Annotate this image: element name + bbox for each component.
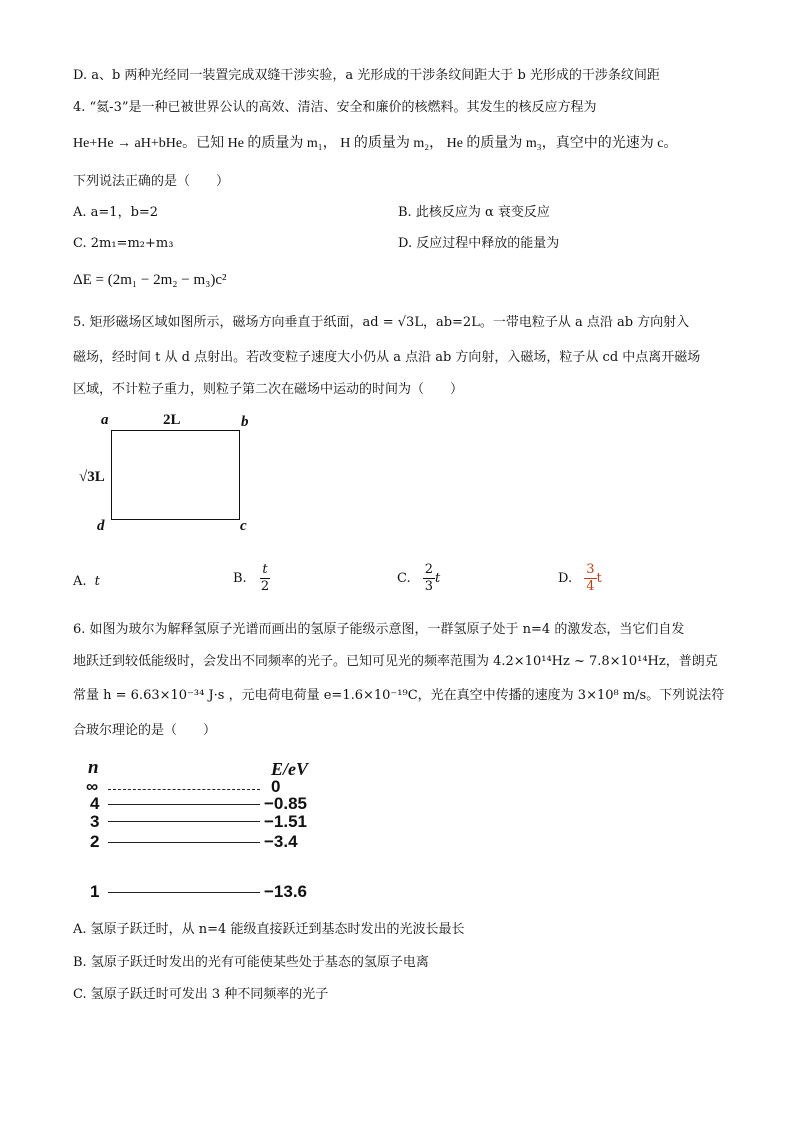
q5-option-b: [233, 562, 271, 595]
q5-option-c-fraction: [423, 562, 435, 595]
q5-option-b-fraction: [259, 562, 271, 595]
q5-option-c-denominator: 3: [424, 579, 434, 594]
q4-known-3: H 的质量为 m₂，: [340, 136, 444, 151]
q5-option-d-denominator: 4: [586, 579, 595, 594]
q4-reaction-line: [73, 134, 677, 154]
q5-option-a: [73, 572, 100, 592]
q5-label-root3l: √3L: [79, 469, 105, 485]
q4-option-a: A. a=1，b=2: [73, 205, 159, 220]
q6-level-1-n: 1: [90, 882, 100, 901]
q5-option-c-numerator: 2: [424, 562, 434, 577]
q6-level-2-n: 2: [90, 832, 100, 851]
q5-option-d-numerator: 3: [586, 562, 595, 577]
q6-level-1-line: [108, 892, 260, 893]
q6-option-b: B. 氢原子跃迁时发出的光有可能使某些处于基态的氢原子电离: [73, 955, 429, 970]
q4-reaction: He+He → aH+bHe: [73, 136, 183, 151]
q4-known-1: 。已知: [182, 136, 225, 151]
q6-stem-3: 常量 h = 6.63×10⁻³⁴ J·s ，元电荷电荷量 e=1.6×10⁻¹⁹C，光在真空中传播的速度为 3×10⁸ m/s。下列说法符: [73, 688, 725, 703]
q4-stem-2: 下列说法正确的是（ ）: [73, 174, 230, 189]
q6-level-4-e: −0.85: [264, 794, 308, 813]
q5-option-b-denominator: 2: [260, 579, 270, 594]
q5-label-2l: 2L: [163, 412, 181, 428]
q6-level-2-line: [108, 842, 260, 843]
q6-option-c: C. 氢原子跃迁时可发出 3 种不同频率的光子: [73, 987, 329, 1002]
q6-stem-1: 6. 如图为玻尔为解释氢原子光谱而画出的氢原子能级示意图，一群氢原子处于 n=4 的激发态，当它们自发: [73, 622, 685, 637]
q5-option-b-prefix: B.: [233, 571, 247, 586]
q6-level-inf-n: ∞: [86, 777, 99, 796]
q4-known-2: He 的质量为 m₁，: [227, 136, 337, 151]
q4-stem-1: 4. “氦-3”是一种已被世界公认的高效、清洁、安全和廉价的核燃料。其发生的核反应方程为: [73, 100, 597, 115]
q5-option-c-prefix: C.: [397, 571, 411, 586]
q5-stem-1: 5. 矩形磁场区域如图所示，磁场方向垂直于纸面，ad = √3L，ab=2L。一带电粒子从 a 点沿 ab 方向射入: [73, 315, 690, 330]
q5-option-d-suffix: t: [596, 571, 602, 586]
q6-stem-4: 合玻尔理论的是（ ）: [73, 723, 217, 738]
q6-level-2-e: −3.4: [264, 832, 298, 851]
q5-option-b-numerator: t: [262, 562, 268, 577]
q5-stem-3: 区域，不计粒子重力，则粒子第二次在磁场中运动的时间为（ ）: [73, 382, 464, 397]
q4-known-4: He 的质量为 m₃，真空中的光速为 c。: [446, 136, 678, 151]
q5-option-d: [558, 562, 602, 595]
q5-label-d: d: [97, 518, 105, 534]
q5-option-a-value: t: [94, 574, 100, 589]
q5-option-d-prefix: D.: [558, 571, 573, 586]
q6-level-inf-line: [108, 789, 260, 790]
q4-option-c: C. 2m₁=m₂+m₃: [73, 236, 174, 251]
q5-label-a: a: [101, 412, 109, 428]
q6-option-a: A. 氢原子跃迁时，从 n=4 能级直接跃迁到基态时发出的光波长最长: [73, 922, 465, 937]
q6-level-4-n: 4: [90, 794, 100, 813]
q4-option-b: B. 此核反应为 α 衰变反应: [398, 205, 550, 220]
q6-level-3-line: [108, 821, 260, 822]
q3-option-d: D. a、b 两种光经同一装置完成双缝干涉实验，a 光形成的干涉条纹间距大于 b 光形成的干涉条纹间距: [73, 68, 660, 83]
q5-option-a-prefix: A.: [73, 574, 87, 589]
q5-label-c: c: [240, 518, 247, 534]
q5-option-d-fraction: [584, 562, 596, 595]
q5-option-c: [397, 562, 440, 595]
q5-option-c-suffix: t: [435, 571, 441, 586]
q6-n-header: n: [88, 757, 99, 778]
q6-level-4-line: [108, 804, 260, 805]
q6-level-1-e: −13.6: [264, 882, 308, 901]
q6-e-header: E/eV: [271, 759, 309, 779]
q5-label-b: b: [241, 414, 249, 430]
q6-level-3-n: 3: [90, 812, 100, 831]
q6-level-3-e: −1.51: [264, 812, 308, 831]
q4-option-d: D. 反应过程中释放的能量为: [398, 236, 560, 251]
q4-energy-formula: ΔE = (2m₁ − 2m₂ − m₃)c²: [73, 272, 227, 288]
q6-level-inf-e: 0: [271, 777, 281, 796]
q5-stem-2: 磁场，经时间 t 从 d 点射出。若改变粒子速度大小仍从 a 点沿 ab 方向射，入磁场，粒子从 cd 中点离开磁场: [73, 350, 701, 365]
q5-rectangle: [111, 430, 240, 520]
q6-stem-2: 地跃迁到较低能级时，会发出不同频率的光子。已知可见光的频率范围为 4.2×10¹⁴Hz ~ 7.8×10¹⁴Hz，普朗克: [73, 654, 718, 669]
